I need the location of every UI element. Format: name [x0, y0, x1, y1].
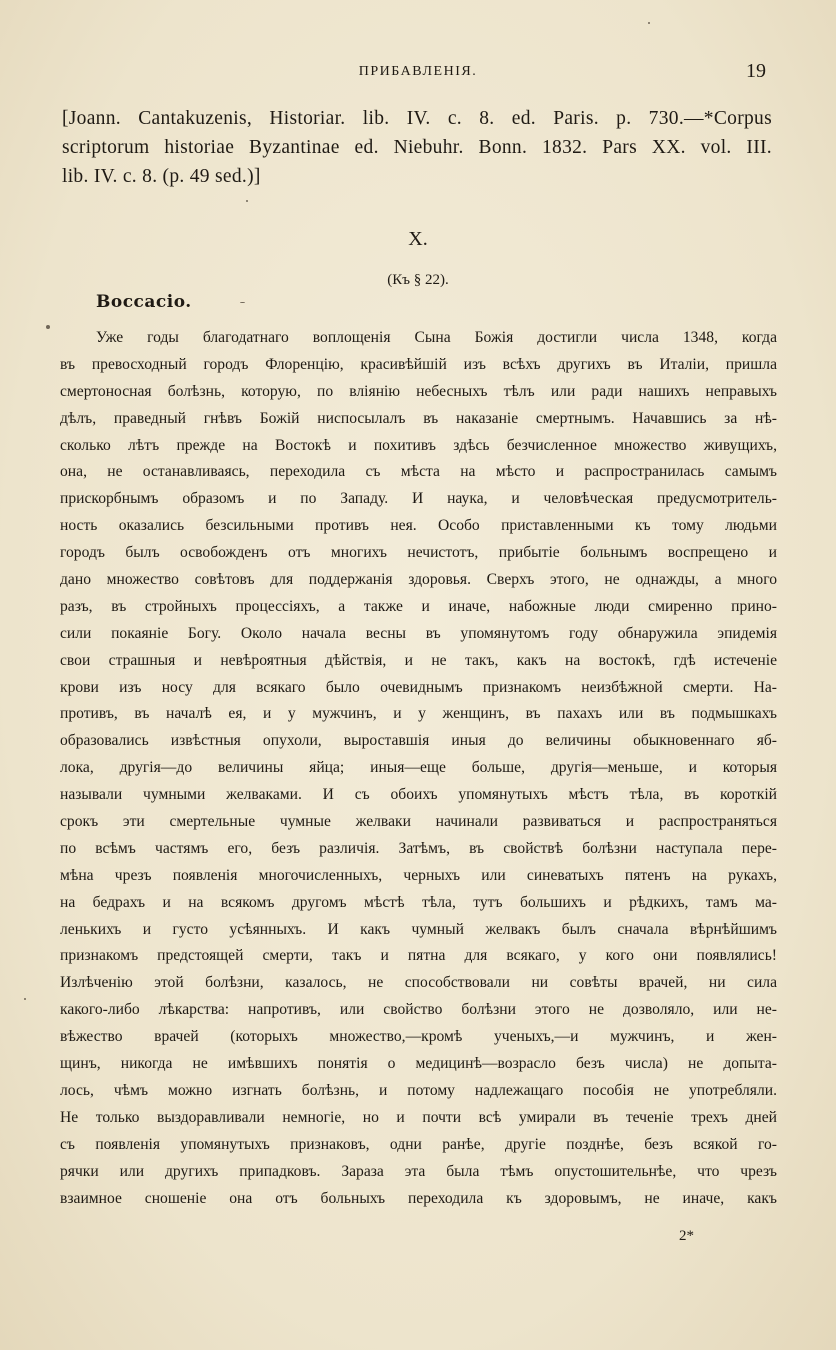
body-line: дѣлъ, праведный гнѣвъ Божій ниспосылалъ въ наказаніе смертнымъ. Начавшись за нѣ-	[60, 409, 777, 427]
page-number: 19	[746, 60, 766, 82]
citation-block	[62, 104, 772, 191]
body-line: срокъ эти смертельные чумные желваки начинали развиваться и распространяться	[60, 813, 777, 831]
citation-line: scriptorum historiae Byzantinae ed. Niebuhr. Bonn. 1832. Pars XX. vol. III.	[62, 137, 772, 158]
body-text	[60, 325, 777, 1212]
section-number: X.	[408, 228, 428, 250]
body-line: разъ, въ стройныхъ процессіяхъ, а также и иначе, набожные люди смиренно прино-	[60, 597, 777, 615]
body-line: мѣна чрезъ появленія многочисленныхъ, черныхъ или синеватыхъ пятенъ на рукахъ,	[60, 866, 777, 884]
body-line: въ превосходный городъ Флоренцію, красивѣйшій изъ всѣхъ другихъ въ Италіи, пришла	[60, 355, 777, 373]
body-line: Излѣченію этой болѣзни, казалось, не способствовали ни совѣты врачей, ни сила	[60, 974, 777, 992]
print-speck	[240, 302, 245, 303]
print-speck	[24, 998, 26, 1000]
body-line: прискорбнымъ образомъ и по Западу. И наука, и человѣческая предусмотритель-	[60, 490, 777, 508]
body-line: сколько лѣтъ прежде на Востокѣ и похитивъ здѣсь безчисленное множество живущихъ,	[60, 436, 777, 454]
signature-mark: 2*	[679, 1228, 694, 1244]
body-line: крови изъ носу для всякаго было очевиднымъ признакомъ неизбѣжной смерти. На-	[60, 678, 777, 696]
body-line: какого-либо лѣкарства: напротивъ, или свойство болѣзни этого не дозволяло, или не-	[60, 1001, 777, 1019]
body-line: Не только выздоравливали немногіе, но и почти всѣ умирали въ теченіе трехъ дней	[60, 1108, 777, 1126]
section-reference: (Къ § 22).	[387, 272, 449, 288]
body-line: дано множество совѣтовъ для поддержанія здоровья. Сверхъ этого, не однажды, а много	[60, 571, 777, 589]
print-speck	[46, 325, 50, 329]
body-line: свои страшныя и невѣроятныя дѣйствія, и не такъ, какъ на востокѣ, гдѣ истеченіе	[60, 651, 777, 669]
body-line: признакомъ предстоящей смерти, такъ и пятна для всякаго, у кого они появлялись!	[60, 947, 777, 965]
body-line: по всѣмъ частямъ его, безъ различія. Затѣмъ, въ свойствѣ болѣзни наступала пере-	[60, 839, 777, 857]
print-speck	[648, 22, 650, 24]
body-line: городъ былъ освобожденъ отъ многихъ нечистотъ, прибытіе больнымъ воспрещено и	[60, 544, 777, 562]
body-line: на бедрахъ и на всякомъ другомъ мѣстѣ тѣла, тутъ большихъ и рѣдкихъ, тамъ ма-	[60, 893, 777, 911]
body-line: называли чумными желваками. И съ обоихъ упомянутыхъ мѣстъ тѣла, въ короткій	[60, 786, 777, 804]
body-line: рячки или другихъ припадковъ. Зараза эта была тѣмъ опустошительнѣе, что чрезъ	[60, 1162, 777, 1180]
body-line: съ появленія упомянутыхъ признаковъ, одни ранѣе, другіе позднѣе, безъ всякой го-	[60, 1135, 777, 1153]
body-line: ность оказались безсильными противъ нея. Особо приставленными къ тому людьми	[60, 517, 777, 535]
body-line: сили покаяніе Богу. Около начала весны въ упомянутомъ году обнаружила эпидемія	[60, 624, 777, 642]
body-line: ленькихъ и густо усѣянныхъ. И какъ чумный желвакъ былъ сначала вѣрнѣйшимъ	[60, 920, 777, 938]
body-line: щинъ, никогда не имѣвшихъ понятія о медицинѣ—возрасло безъ числа) не допыта-	[60, 1055, 777, 1073]
print-speck	[246, 200, 248, 202]
body-line: лока, другія—до величины яйца; иныя—еще больше, другія—меньше, и которыя	[60, 759, 777, 777]
body-line: смертоносная болѣзнь, которую, по вліянію небесныхъ тѣлъ или ради нашихъ неправыхъ	[60, 382, 777, 400]
body-line: Уже годы благодатнаго воплощенія Сына Божія достигли числа 1348, когда	[96, 329, 777, 346]
citation-line: lib. IV. c. 8. (p. 49 sed.)]	[62, 166, 261, 187]
body-line: она, не останавливаясь, переходила съ мѣста на мѣсто и распространилась самымъ	[60, 463, 777, 481]
running-head	[60, 60, 776, 86]
author-heading: Boccacio.	[96, 292, 192, 312]
body-line: вѣжество врачей (которыхъ множество,—кромѣ ученыхъ,—и мужчинъ, и жен-	[60, 1028, 777, 1046]
body-line: лось, чѣмъ можно изгнать болѣзнь, и потому надлежащаго пособія не употребляли.	[60, 1081, 777, 1099]
body-line: противъ, въ началѣ ея, и у мужчинъ, и у женщинъ, въ пахахъ или въ подмышкахъ	[60, 705, 777, 723]
citation-line: [Joann. Cantakuzenis, Historiar. lib. IV. c. 8. ed. Paris. p. 730.—*Corpus	[62, 108, 772, 129]
body-line: образовались извѣстныя опухоли, выроставшія иныя до величины обыкновеннаго яб-	[60, 732, 777, 750]
running-title: ПРИБАВЛЕНІЯ.	[358, 64, 478, 79]
body-line: взаимное сношеніе она отъ больныхъ переходила къ здоровымъ, не иначе, какъ	[60, 1189, 777, 1207]
